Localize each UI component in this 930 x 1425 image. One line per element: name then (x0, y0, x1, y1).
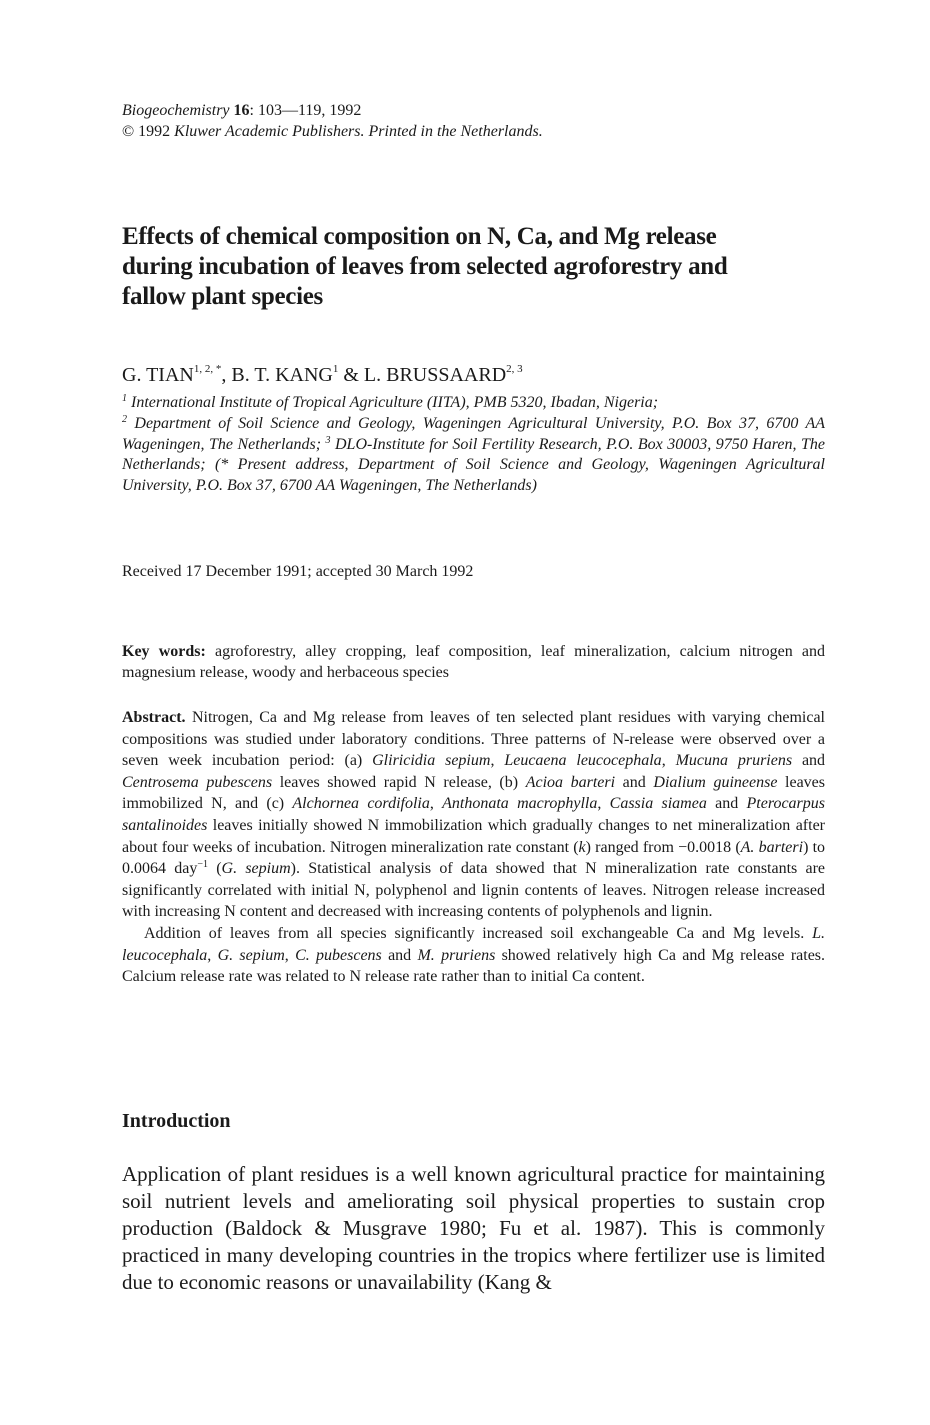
abstract (122, 707, 825, 988)
abstract-paragraph-1: Abstract. Nitrogen, Ca and Mg release from leaves of ten selected plant residues with varying chemical compositions was studied under laboratory conditions. Three patterns of N-release were observed over a seven week incubation period: (a) Gliricidia sepium, Leucaena leucocephala, Mucuna pruriens and Centrosema pubescens leaves showed rapid N release, (b) Acioa barteri and Dialium guineense leaves immobilized N, and (c) Alchornea cordifolia, Anthonata macrophylla, Cassia siamea and Pterocarpus santalinoides leaves initially showed N immobilization which gradually changes to net mineralization after about four weeks of incubation. Nitrogen mineralization rate constant (k) ranged from −0.0018 (A. barteri) to 0.0064 day$^{-1}$ (G. sepium). Statistical analysis of data showed that N mineralization rate constants are significantly correlated with initial N, polyphenol and lignin contents of leaves. Nitrogen release increased with increasing N content and decreased with increasing contents of polyphenols and lignin. (122, 709, 826, 921)
keywords: Key words: agroforestry, alley cropping, leaf composition, leaf mineralization, calcium nitrogen and magnesium release, woody and herbaceous species (122, 643, 825, 681)
journal-copyright: © 1992 Kluwer Academic Publishers. Printed in the Netherlands. (122, 123, 543, 140)
introduction-text: Application of plant residues is a well known agricultural practice for maintaining soil nutrient levels and ameliorating soil physical properties to sustain crop production (Baldock & Musgrave 1980; Fu et al. 1987). This is commonly practiced in many developing countries in the tropics where fertilizer use is limited due to economic reasons or unavailability (Kang & (122, 1162, 825, 1294)
affiliation-2: $^2$ Department of Soil Science and Geology, Wageningen Agricultural University, P.O. Box 37, 6700 AA Wageningen, The Netherlands; $^3$ DLO-Institute for Soil Fertility Research, P.O. Box 30003, 9750 Haren, The Netherlands; (* Present address, Department of Soil Science and Geology, Wageningen Agricultural University, P.O. Box 37, 6700 AA Wageningen, The Netherlands) (122, 413, 825, 495)
affiliations (122, 393, 825, 497)
keywords-label: Key words: (122, 643, 206, 660)
journal-header (122, 100, 543, 142)
author-list: G. $TIAN^{1, 2, *}$, B. T. KANG$^1$ & L. BRUSSAARD$^{2, 3}$ (122, 363, 523, 386)
affiliation-1: $^1$ International Institute of Tropical Agriculture (IITA), PMB 5320, Ibadan, Nigeria; (122, 393, 659, 411)
section-heading-introduction: Introduction (122, 1110, 231, 1132)
paper-title: Effects of chemical composition on N, Ca, and Mg release during incubation of leaves from selected agroforestry and fallow plant species (122, 223, 728, 310)
received-dates: Received 17 December 1991; accepted 30 March 1992 (122, 563, 474, 580)
journal-citation: Biogeochemistry 16: 103—119, 1992 (122, 102, 362, 119)
abstract-paragraph-2: Addition of leaves from all species significantly increased soil exchangeable Ca and Mg levels. L. leucocephala, G. sepium, C. pubescens and M. pruriens showed relatively high Ca and Mg release rates. Calcium release rate was related to N release rate rather than to initial Ca content. (122, 924, 826, 986)
abstract-label: Abstract. (122, 709, 186, 726)
